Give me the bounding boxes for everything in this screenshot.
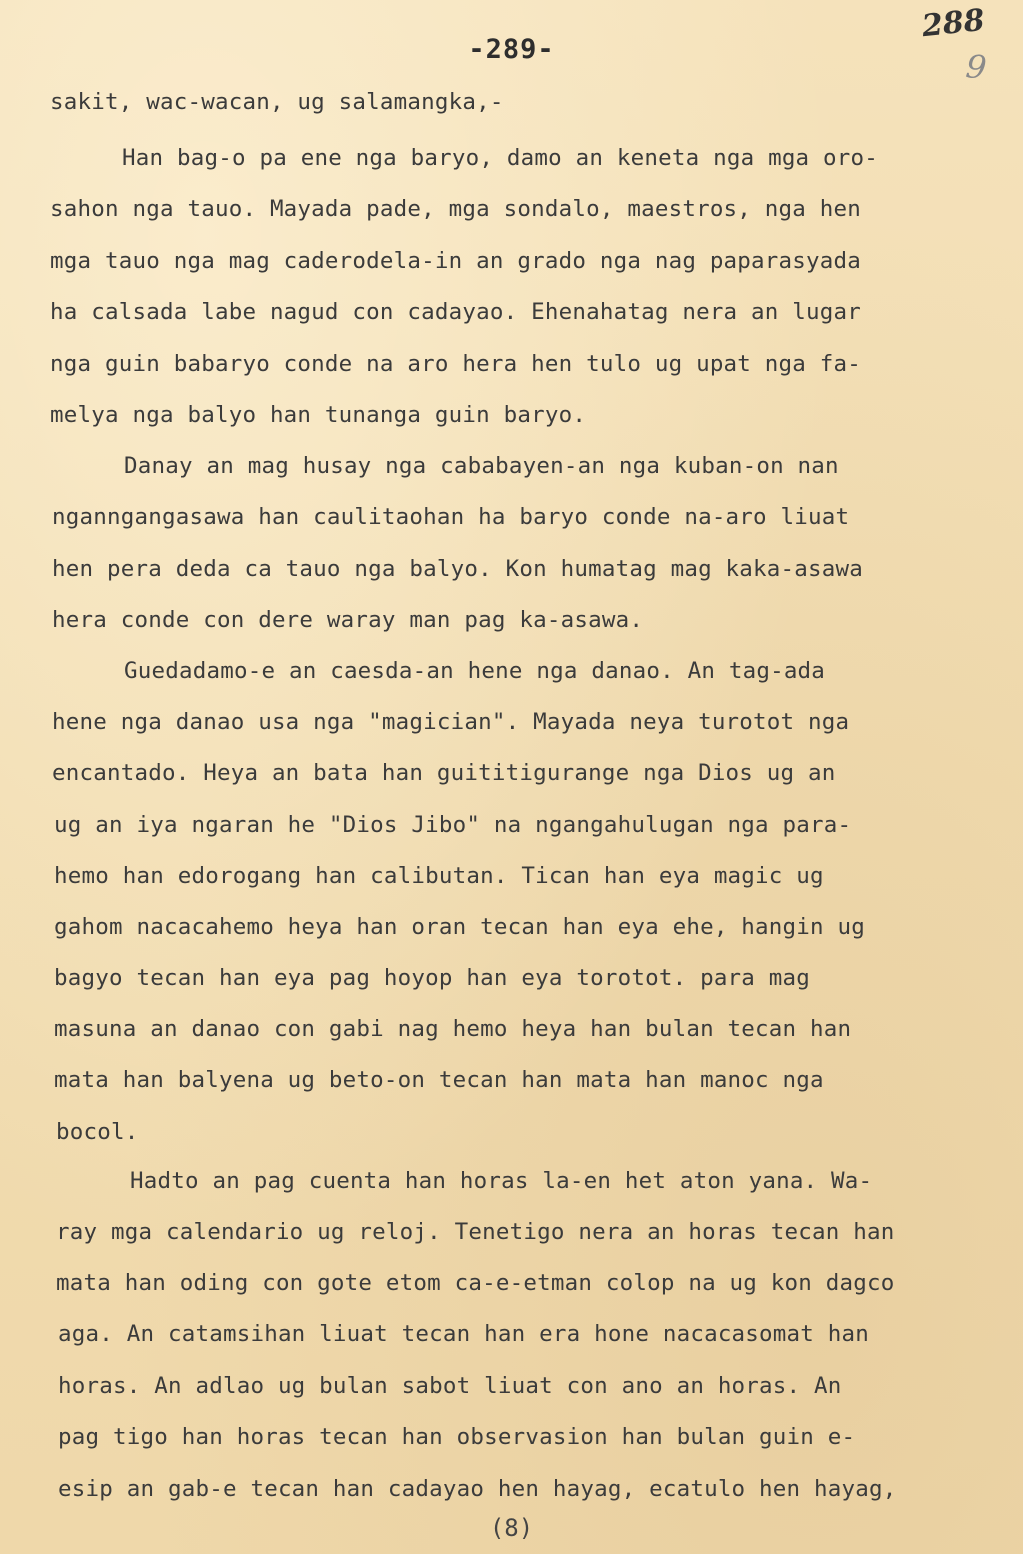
text-line: mga tauo nga mag caderodela-in an grado nga nag paparasyada (50, 248, 862, 274)
text-line: encantado. Heya an bata han guititigurange nga Dios ug an (52, 760, 836, 786)
text-line: Han bag-o pa ene nga baryo, damo an keneta nga mga oro- (122, 145, 879, 171)
text-line: Hadto an pag cuenta han horas la-en het aton yana. Wa- (130, 1168, 873, 1194)
text-line: bagyo tecan han eya pag hoyop han eya torotot. para mag (54, 965, 811, 991)
text-line: ray mga calendario ug reloj. Tenetigo nera an horas tecan han (56, 1219, 895, 1245)
text-line: Guedadamo-e an caesda-an hene nga danao. An tag-ada (124, 658, 826, 684)
handwritten-mark: 9 (964, 47, 989, 87)
text-line: Danay an mag husay nga cababayen-an nga kuban-on nan (124, 453, 839, 479)
text-line: nganngangasawa han caulitaohan ha baryo conde na-aro liuat (52, 504, 850, 530)
text-line: gahom nacacahemo heya han oran tecan han eya ehe, hangin ug (54, 914, 866, 940)
text-line: sakit, wac-wacan, ug salamangka,- (50, 89, 504, 115)
text-line: masuna an danao con gabi nag hemo heya han bulan tecan han (54, 1016, 852, 1042)
text-line: sahon nga tauo. Mayada pade, mga sondalo, maestros, nga hen (50, 196, 862, 222)
text-line: horas. An adlao ug bulan sabot liuat con ano an horas. An (58, 1373, 842, 1399)
footer-page-label: (8) (489, 1514, 534, 1542)
text-line: nga guin babaryo conde na aro hera hen tulo ug upat nga fa- (50, 351, 862, 377)
text-line: ug an iya ngaran he "Dios Jibo" na ngangahulugan nga para- (54, 812, 852, 838)
handwritten-page-number: 288 (920, 2, 987, 45)
text-line: aga. An catamsihan liuat tecan han era hone nacacasomat han (58, 1321, 870, 1347)
text-line: pag tigo han horas tecan han observasion han bulan guin e- (58, 1424, 856, 1450)
text-line: melya nga balyo han tunanga guin baryo. (50, 402, 587, 428)
text-line: bocol. (56, 1119, 139, 1145)
page-number: -289- (468, 34, 555, 65)
text-line: mata han balyena ug beto-on tecan han mata han manoc nga (54, 1067, 824, 1093)
text-line: hene nga danao usa nga "magician". Mayada neya turotot nga (52, 709, 850, 735)
text-line: esip an gab-e tecan han cadayao hen hayag, ecatulo hen hayag, (58, 1476, 897, 1502)
text-line: hera conde con dere waray man pag ka-asawa. (52, 607, 644, 633)
text-line: ha calsada labe nagud con cadayao. Ehenahatag nera an lugar (50, 299, 862, 325)
text-line: hen pera deda ca tauo nga balyo. Kon humatag mag kaka-asawa (52, 556, 864, 582)
text-line: hemo han edorogang han calibutan. Tican han eya magic ug (54, 863, 824, 889)
text-line: mata han oding con gote etom ca-e-etman colop na ug kon dagco (56, 1270, 895, 1296)
